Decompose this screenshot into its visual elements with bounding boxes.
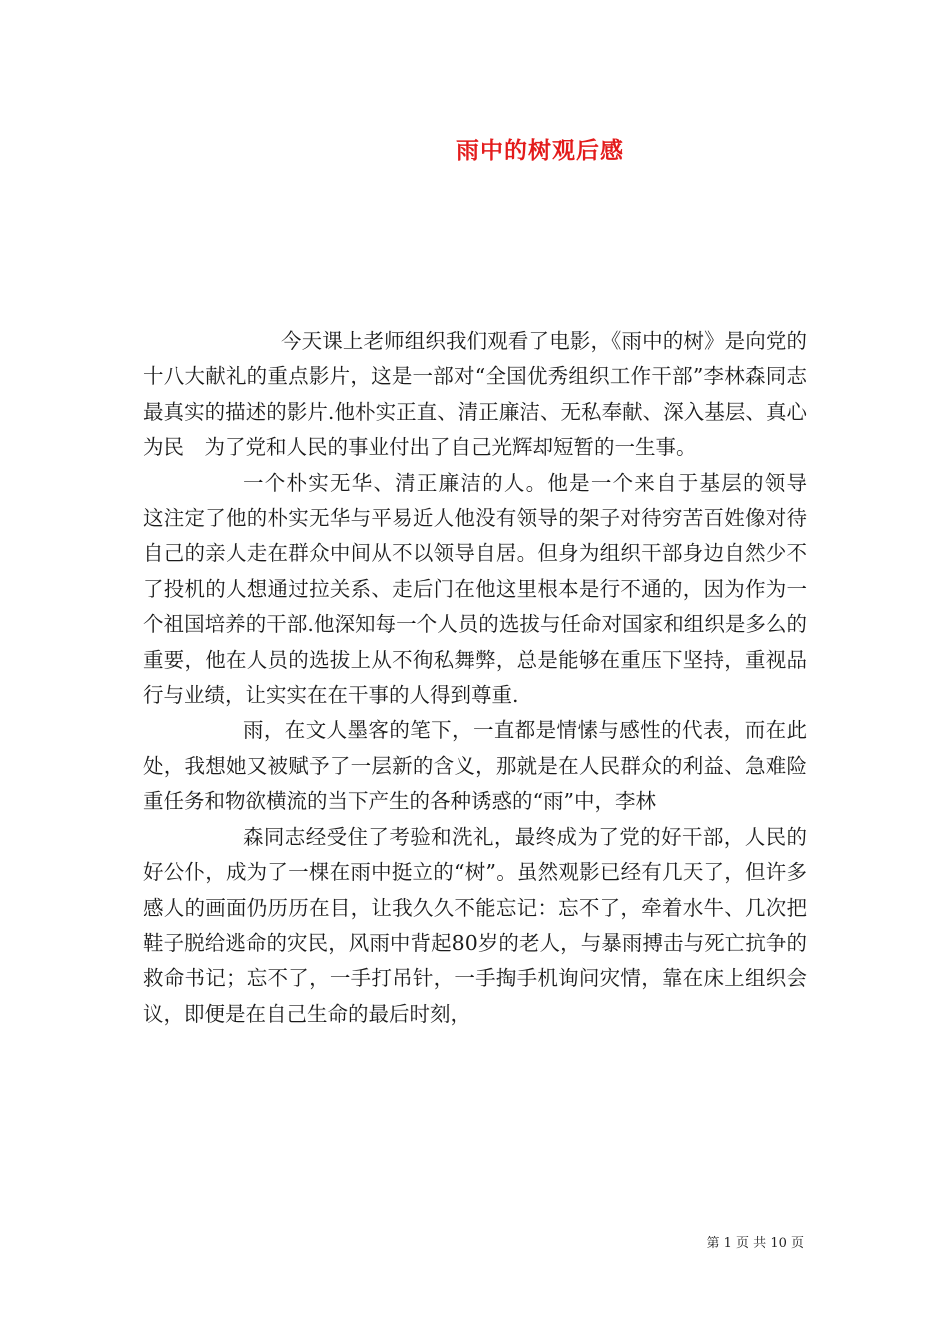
- paragraph-1: 今天课上老师组织我们观看了电影，《雨中的树》是向党的十八大献礼的重点影片，这是一部对“全国优秀组织工作干部”李林森同志最真实的描述的影片.他朴实正直、清正廉洁、无私奉献、深入基层、真心为民 为了党和人民的事业付出了自己光辉却短暂的一生事。: [143, 329, 807, 460]
- page-number-footer: 第 1 页 共 10 页: [706, 1236, 804, 1251]
- document-title: 雨中的树观后感: [456, 137, 624, 164]
- paragraph-2: 一个朴实无华、清正廉洁的人。他是一个来自于基层的领导 这注定了他的朴实无华与平易近人他没有领导的架子对待穷苦百姓像对待自己的亲人走在群众中间从不以领导自居。但身为组织干部身边自然少不了投机的人想通过拉关系、走后门在他这里根本是行不通的，因为作为一个祖国培养的干部.他深知每一个人员的选拔与任命对国家和组织是多么的重要，他在人员的选拔上从不徇私舞弊，总是能够在重压下坚持，重视品行与业绩，让实实在在干事的人得到尊重.: [143, 470, 828, 708]
- paragraph-3: 雨，在文人墨客的笔下，一直都是情愫与感性的代表，而在此处，我想她又被赋予了一层新的含义，那就是在人民群众的利益、急难险重任务和物欲横流的当下产生的各种诱惑的“雨”中，李林: [143, 718, 807, 814]
- paragraph-4: 森同志经受住了考验和洗礼，最终成为了党的好干部，人民的好公仆，成为了一棵在雨中挺立的“树”。虽然观影已经有几天了，但许多感人的画面仍历历在目，让我久久不能忘记：忘不了，牵着水牛、几次把鞋子脱给逃命的灾民，风雨中背起80岁的老人，与暴雨搏击与死亡抗争的救命书记；忘不了，一手打吊针，一手掏手机询问灾情，靠在床上组织会议，即便是在自己生命的最后时刻，: [143, 824, 807, 1026]
- document-body: [143, 324, 828, 1032]
